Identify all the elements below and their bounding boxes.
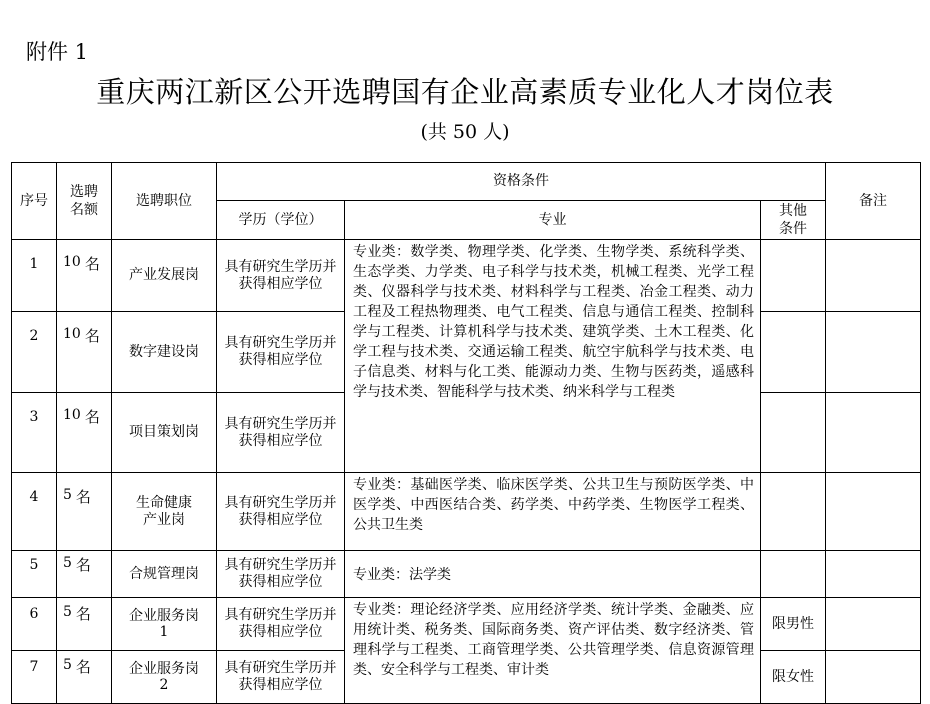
header-seq: 序号 (12, 163, 57, 240)
positions-table (11, 162, 921, 704)
header-major: 专业 (345, 201, 761, 240)
header-qualifications: 资格条件 (217, 163, 826, 201)
row-other (761, 551, 826, 598)
table-row (12, 551, 921, 598)
row-other (761, 312, 826, 393)
header-degree: 学历（学位） (217, 201, 345, 240)
header-remarks: 备注 (826, 163, 921, 240)
row-quota: 5 名 (57, 473, 112, 551)
header-other: 其他条件 (761, 201, 826, 240)
row-position: 数字建设岗 (112, 312, 217, 393)
row-remarks (826, 240, 921, 312)
row-other (761, 393, 826, 473)
row-degree: 具有研究生学历并获得相应学位 (217, 651, 345, 704)
row-remarks (826, 312, 921, 393)
row-remarks (826, 393, 921, 473)
row-other: 限女性 (761, 651, 826, 704)
header-position: 选聘职位 (112, 163, 217, 240)
row-degree: 具有研究生学历并获得相应学位 (217, 598, 345, 651)
row-position: 项目策划岗 (112, 393, 217, 473)
row-degree: 具有研究生学历并获得相应学位 (217, 312, 345, 393)
row-quota: 10 名 (57, 312, 112, 393)
table-row (12, 473, 921, 551)
row-seq: 2 (12, 312, 57, 393)
row-position: 合规管理岗 (112, 551, 217, 598)
row-remarks (826, 551, 921, 598)
row-position: 生命健康产业岗 (112, 473, 217, 551)
row-degree: 具有研究生学历并获得相应学位 (217, 393, 345, 473)
row-quota: 5 名 (57, 551, 112, 598)
row-major: 专业类：基础医学类、临床医学类、公共卫生与预防医学类、中医学类、中西医结合类、药学类、中药学类、生物医学工程类、公共卫生类 (345, 473, 761, 551)
row-other (761, 473, 826, 551)
row-other (761, 240, 826, 312)
row-quota: 10 名 (57, 393, 112, 473)
row-seq: 5 (12, 551, 57, 598)
row-remarks (826, 473, 921, 551)
row-degree: 具有研究生学历并获得相应学位 (217, 240, 345, 312)
row-quota: 5 名 (57, 598, 112, 651)
row-quota: 5 名 (57, 651, 112, 704)
row-quota: 10 名 (57, 240, 112, 312)
row-major: 专业类：法学类 (345, 551, 761, 598)
row-position: 企业服务岗2 (112, 651, 217, 704)
document-subtitle: (共 50 人) (420, 121, 510, 143)
row-seq: 3 (12, 393, 57, 473)
row-major: 专业类：数学类、物理学类、化学类、生物学类、系统科学类、生态学类、力学类、电子科学与技术类，机械工程类、光学工程类、仪器科学与技术类、材料科学与工程类、冶金工程类、动力工程及工程热物理类、电气工程类、信息与通信工程类、控制科学与工程类、计算机科学与技术类、建筑学类、土木工程类、化学工程与技术类、交通运输工程类、航空宇航科学与技术类、电子信息类、材料与化工类、能源动力类、生物与医药类，遥感科学与技术类、智能科学与技术类、纳米科学与工程类 (345, 240, 761, 473)
row-seq: 1 (12, 240, 57, 312)
attachment-label: 附件 1 (26, 40, 89, 64)
row-seq: 4 (12, 473, 57, 551)
table-row (12, 240, 921, 312)
row-degree: 具有研究生学历并获得相应学位 (217, 551, 345, 598)
row-remarks (826, 651, 921, 704)
row-seq: 7 (12, 651, 57, 704)
row-major: 专业类：理论经济学类、应用经济学类、统计学类、金融类、应用统计类、税务类、国际商务类、资产评估类、数字经济类、管理科学与工程类、工商管理学类、公共管理学类、信息资源管理类、安全科学与工程类、审计类 (345, 598, 761, 704)
row-seq: 6 (12, 598, 57, 651)
row-degree: 具有研究生学历并获得相应学位 (217, 473, 345, 551)
header-quota: 选聘名额 (57, 163, 112, 240)
row-position: 企业服务岗1 (112, 598, 217, 651)
document-title: 重庆两江新区公开选聘国有企业高素质专业化人才岗位表 (96, 75, 834, 109)
row-position: 产业发展岗 (112, 240, 217, 312)
row-remarks (826, 598, 921, 651)
row-other: 限男性 (761, 598, 826, 651)
table-row (12, 598, 921, 651)
